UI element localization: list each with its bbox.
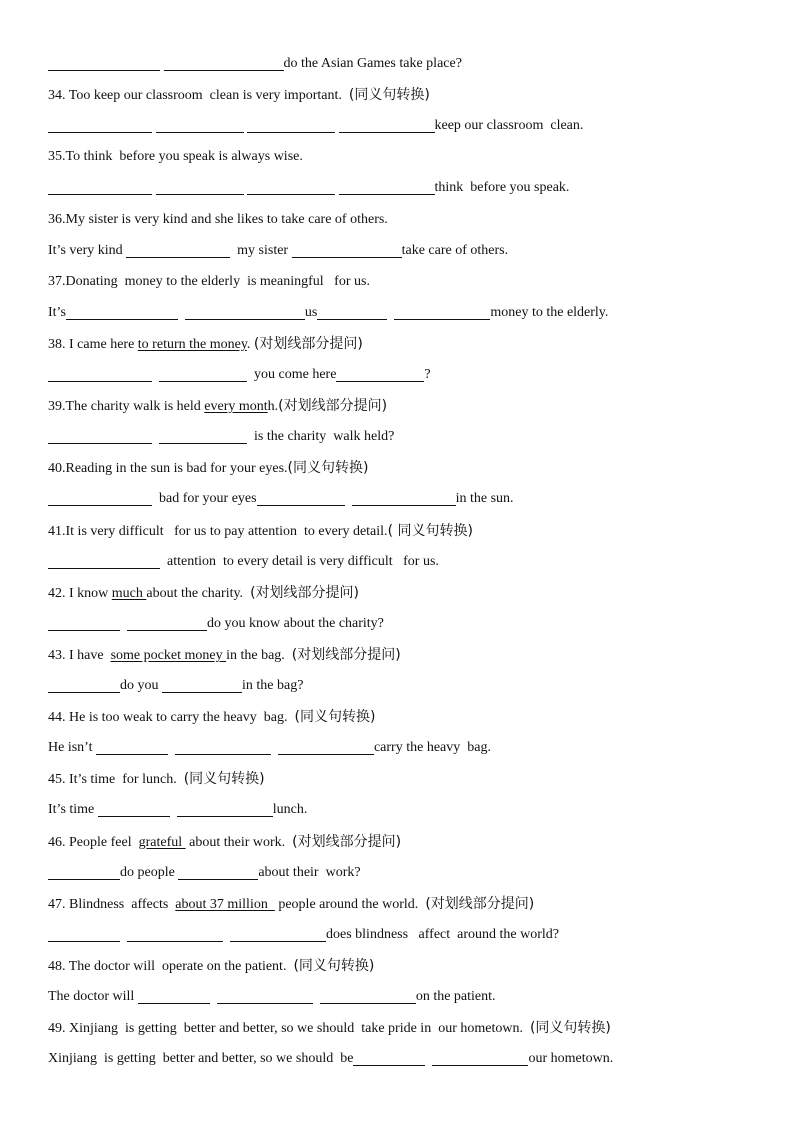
line-text <box>313 989 320 1004</box>
answer-blank[interactable] <box>48 181 152 195</box>
answer-blank[interactable] <box>162 679 242 693</box>
line-text: in the bag? <box>242 678 304 693</box>
instruction-note: (同义句转换) <box>529 1020 611 1037</box>
worksheet-line <box>48 147 303 167</box>
line-text: The doctor will <box>48 989 138 1004</box>
line-text <box>152 367 159 382</box>
line-text: does blindness affect around the world? <box>326 926 560 942</box>
instruction-note: (对划线部分提问) <box>291 646 401 663</box>
answer-blank[interactable] <box>336 368 424 382</box>
instruction-note: (对划线部分提问) <box>292 833 402 850</box>
line-text: 43. I have <box>48 647 111 663</box>
worksheet-line <box>48 365 431 385</box>
answer-blank[interactable] <box>48 617 120 631</box>
worksheet-line <box>48 645 401 665</box>
line-text: you come here <box>247 367 337 382</box>
line-text: is the charity walk held? <box>247 429 395 445</box>
answer-blank[interactable] <box>278 741 374 755</box>
answer-blank[interactable] <box>217 990 313 1004</box>
line-text: think before you speak. <box>434 180 570 196</box>
worksheet-line <box>48 769 265 789</box>
worksheet-line <box>48 85 430 105</box>
line-text: take care of others. <box>401 242 509 258</box>
line-text: our hometown. <box>528 1051 614 1067</box>
answer-blank[interactable] <box>48 57 160 71</box>
line-text <box>345 491 352 506</box>
line-text <box>223 927 230 942</box>
line-text: us <box>304 304 318 320</box>
answer-blank[interactable] <box>159 368 247 382</box>
answer-blank[interactable] <box>247 181 335 195</box>
line-text: 40.Reading in the sun is bad for your eyes. <box>48 461 288 477</box>
line-text: It’s <box>48 304 66 320</box>
worksheet-line <box>48 178 569 198</box>
worksheet-line <box>48 863 361 883</box>
line-text: carry the heavy bag. <box>373 740 491 756</box>
answer-blank[interactable] <box>127 617 207 631</box>
line-text: do the Asian Games take place? <box>283 56 462 71</box>
line-text: do people <box>120 864 179 880</box>
worksheet-line <box>48 614 384 634</box>
worksheet-line <box>48 552 439 572</box>
line-text <box>178 305 185 320</box>
worksheet-line <box>48 583 359 603</box>
line-text: do you know about the charity? <box>207 615 384 631</box>
answer-blank[interactable] <box>48 679 120 693</box>
line-text: 45. It’s time for lunch. <box>48 772 184 788</box>
line-text: 48. The doctor will operate on the patient. <box>48 958 294 974</box>
answer-blank[interactable] <box>98 803 170 817</box>
underlined-text: to return the money <box>137 336 247 352</box>
answer-blank[interactable] <box>48 119 152 133</box>
underlined-text: much <box>111 585 147 601</box>
answer-blank[interactable] <box>138 990 210 1004</box>
line-text: 41.It is very difficult for us to pay attention to every detail. <box>48 523 388 539</box>
line-text <box>210 989 217 1004</box>
line-text: h. <box>267 399 279 415</box>
answer-blank[interactable] <box>339 119 435 133</box>
underlined-text: every mont <box>204 399 268 415</box>
instruction-note: (同义句转换) <box>287 460 369 477</box>
line-text: in the sun. <box>455 491 514 507</box>
line-text <box>387 305 394 320</box>
answer-blank[interactable] <box>394 306 490 320</box>
worksheet-line <box>48 956 374 976</box>
worksheet-line <box>48 334 363 354</box>
line-text: ? <box>424 367 431 382</box>
answer-blank[interactable] <box>48 492 152 506</box>
line-text: 35.To think before you speak is always wise. <box>48 149 303 165</box>
worksheet-line <box>48 894 534 914</box>
answer-blank[interactable] <box>339 181 435 195</box>
answer-blank[interactable] <box>352 492 456 506</box>
line-text: about the charity. <box>146 585 251 601</box>
line-text: keep our classroom clean. <box>434 118 584 134</box>
answer-blank[interactable] <box>127 928 223 942</box>
worksheet-line <box>48 210 388 230</box>
answer-blank[interactable] <box>177 803 273 817</box>
answer-blank[interactable] <box>164 57 284 71</box>
answer-blank[interactable] <box>96 741 168 755</box>
underlined-text: about 37 million <box>175 896 275 912</box>
answer-blank[interactable] <box>48 430 152 444</box>
line-text: 37.Donating money to the elderly is meaningful for us. <box>48 273 370 289</box>
answer-blank[interactable] <box>48 866 120 880</box>
line-text: It’s very kind <box>48 242 127 258</box>
instruction-note: (对划线部分提问) <box>253 335 363 352</box>
line-text: in the bag. <box>226 647 292 663</box>
answer-blank[interactable] <box>178 866 258 880</box>
line-text: my sister <box>230 242 292 258</box>
line-text: do you <box>120 678 162 693</box>
line-text: . <box>246 336 254 352</box>
instruction-note: (同义句转换) <box>183 771 265 788</box>
line-text: 49. Xinjiang is getting better and better, so we should take pride in our hometown. <box>48 1021 530 1037</box>
line-text: 39.The charity walk is held <box>48 399 205 415</box>
line-text: He isn’t <box>48 740 96 756</box>
worksheet-line <box>48 272 370 292</box>
worksheet-line <box>48 707 375 727</box>
worksheet-line <box>48 54 462 74</box>
worksheet-line <box>48 521 473 541</box>
instruction-note: (对划线部分提问) <box>250 584 359 601</box>
line-text: attention to every detail is very difficult for us. <box>160 553 439 569</box>
line-text: lunch. <box>272 802 308 818</box>
line-text: It’s time <box>48 802 98 818</box>
answer-blank[interactable] <box>66 306 178 320</box>
answer-blank[interactable] <box>48 928 120 942</box>
answer-blank[interactable] <box>432 1052 528 1066</box>
answer-blank[interactable] <box>292 244 402 258</box>
line-text: 36.My sister is very kind and she likes to take care of others. <box>48 211 388 227</box>
instruction-note: ( 同义句转换) <box>387 522 473 539</box>
worksheet-line <box>48 925 559 945</box>
line-text: 34. Too keep our classroom clean is very important. <box>48 88 349 104</box>
worksheet-line <box>48 489 514 509</box>
instruction-note: (对划线部分提问) <box>425 895 535 912</box>
line-text <box>170 802 177 817</box>
line-text <box>152 429 159 444</box>
answer-blank[interactable] <box>317 306 387 320</box>
line-text: 44. He is too weak to carry the heavy bag. <box>48 710 295 726</box>
answer-blank[interactable] <box>247 119 335 133</box>
instruction-note: (同义句转换) <box>293 957 375 974</box>
worksheet-line <box>48 676 303 696</box>
underlined-text: grateful <box>138 834 186 850</box>
line-text: 46. People feel <box>48 834 139 850</box>
instruction-note: (对划线部分提问) <box>278 398 388 415</box>
worksheet-line <box>48 116 583 136</box>
answer-blank[interactable] <box>353 1052 425 1066</box>
line-text: people around the world. <box>274 896 426 912</box>
worksheet-line <box>48 1018 611 1038</box>
line-text: 47. Blindness affects <box>48 896 176 912</box>
line-text <box>120 616 127 631</box>
answer-blank[interactable] <box>156 181 244 195</box>
worksheet-line <box>48 800 307 820</box>
line-text: Xinjiang is getting better and better, so we should be <box>48 1051 354 1067</box>
worksheet-line <box>48 832 401 852</box>
line-text <box>271 740 278 755</box>
worksheet-line <box>48 427 394 447</box>
underlined-text: some pocket money <box>110 647 227 663</box>
answer-blank[interactable] <box>185 306 305 320</box>
line-text: on the patient. <box>415 989 496 1004</box>
line-text: 42. I know <box>48 585 112 601</box>
worksheet-line <box>48 458 368 478</box>
worksheet-line <box>48 303 608 323</box>
worksheet-line <box>48 1049 613 1069</box>
worksheet-line <box>48 987 496 1007</box>
worksheet-line <box>48 396 387 416</box>
instruction-note: (同义句转换) <box>348 87 430 104</box>
answer-blank[interactable] <box>230 928 326 942</box>
instruction-note: (同义句转换) <box>294 709 376 726</box>
answer-blank[interactable] <box>48 555 160 569</box>
worksheet-line <box>48 241 508 261</box>
line-text: about their work. <box>185 834 293 850</box>
line-text: 38. I came here <box>48 336 138 352</box>
line-text <box>425 1051 432 1066</box>
answer-blank[interactable] <box>159 430 247 444</box>
answer-blank[interactable] <box>175 741 271 755</box>
answer-blank[interactable] <box>320 990 416 1004</box>
answer-blank[interactable] <box>48 368 152 382</box>
line-text: bad for your eyes <box>152 491 257 507</box>
line-text: about their work? <box>258 864 361 880</box>
line-text <box>168 740 175 755</box>
line-text <box>120 927 127 942</box>
answer-blank[interactable] <box>156 119 244 133</box>
answer-blank[interactable] <box>257 492 345 506</box>
answer-blank[interactable] <box>126 244 230 258</box>
line-text: money to the elderly. <box>490 304 609 320</box>
worksheet-line <box>48 738 491 758</box>
